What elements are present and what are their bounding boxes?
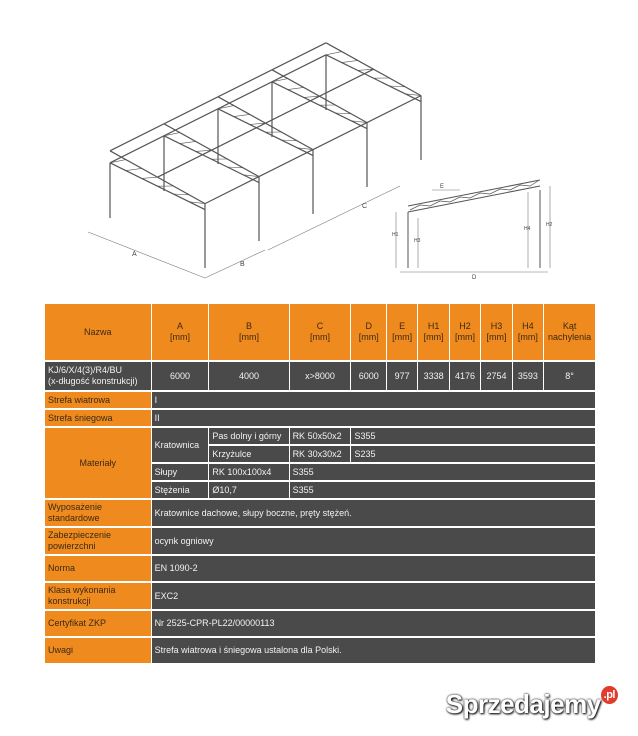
label-norma: Norma: [45, 556, 151, 581]
row-norma: [45, 556, 595, 581]
specification-table: [44, 302, 596, 665]
label-wyposazenie: Wyposażenie standardowe: [45, 500, 151, 526]
value-strefa-sniegowa: II: [152, 410, 595, 426]
model-h4: 3593: [513, 362, 543, 390]
dim-label-H1: H1: [392, 232, 399, 238]
label-pas: Pas dolny i górny: [209, 428, 288, 444]
profile-stezenia: Ø10,7: [209, 482, 288, 498]
header-h1: H1 [mm]: [418, 304, 448, 360]
value-strefa-wiatrowa: I: [152, 392, 595, 408]
model-h2: 4176: [450, 362, 480, 390]
label-materialy: Materiały: [45, 428, 151, 498]
value-uwagi: Strefa wiatrowa i śniegowa ustalona dla Polski.: [152, 638, 595, 663]
row-klasa: [45, 583, 595, 609]
header-h2: H2 [mm]: [450, 304, 480, 360]
value-zabezpieczenie: ocynk ogniowy: [152, 528, 595, 554]
row-zabezpieczenie: [45, 528, 595, 554]
header-h4: H4 [mm]: [513, 304, 543, 360]
profile-krzyzulce: RK 30x30x2: [290, 446, 351, 462]
label-uwagi: Uwagi: [45, 638, 151, 663]
label-krzyzulce: Krzyżulce: [209, 446, 288, 462]
model-h1: 3338: [418, 362, 448, 390]
steel-pas: S355: [351, 428, 595, 444]
label-strefa-sniegowa: Strefa śniegowa: [45, 410, 151, 426]
label-zabezpieczenie: Zabezpieczenie powierzchni: [45, 528, 151, 554]
value-wyposazenie: Kratownice dachowe, słupy boczne, pręty stężeń.: [152, 500, 595, 526]
header-b: B [mm]: [209, 304, 288, 360]
model-a: 6000: [152, 362, 209, 390]
steel-slupy: S355: [290, 464, 595, 480]
model-row: [45, 362, 595, 390]
watermark-text: Sprzedajemy: [445, 689, 601, 719]
header-e: E [mm]: [387, 304, 417, 360]
dim-label-D: D: [472, 275, 477, 281]
header-d: D [mm]: [351, 304, 386, 360]
value-certyfikat: Nr 2525-CPR-PL22/00000113: [152, 611, 595, 636]
header-row: [45, 304, 595, 360]
label-klasa: Klasa wykonania konstrukcji: [45, 583, 151, 609]
dim-label-H4: H4: [524, 226, 531, 232]
header-kat: Kąt nachylenia: [544, 304, 595, 360]
dim-label-B: B: [240, 261, 245, 268]
value-norma: EN 1090-2: [152, 556, 595, 581]
row-materialy-pas: [45, 428, 595, 444]
header-a: A [mm]: [152, 304, 209, 360]
dim-label-C: C: [362, 203, 368, 210]
steel-krzyzulce: S235: [351, 446, 595, 462]
header-nazwa: Nazwa: [45, 304, 151, 360]
row-strefa-wiatrowa: [45, 392, 595, 408]
dim-label-A: A: [132, 251, 137, 258]
dim-label-H2: H2: [546, 222, 553, 228]
label-slupy: Słupy: [152, 464, 209, 480]
profile-slupy: RK 100x100x4: [209, 464, 288, 480]
header-c: C [mm]: [290, 304, 351, 360]
watermark-suffix: .pl: [601, 686, 618, 704]
structure-drawing: [0, 0, 638, 300]
model-e: 977: [387, 362, 417, 390]
label-certyfikat: Certyfikat ZKP: [45, 611, 151, 636]
value-klasa: EXC2: [152, 583, 595, 609]
model-name: KJ/6/X/4(3)/R4/BU (x-długość konstrukcji): [45, 362, 151, 390]
row-wyposazenie: [45, 500, 595, 526]
row-uwagi: [45, 638, 595, 663]
label-stezenia: Stężenia: [152, 482, 209, 498]
row-certyfikat: [45, 611, 595, 636]
model-h3: 2754: [481, 362, 511, 390]
model-c: x>8000: [290, 362, 351, 390]
model-b: 4000: [209, 362, 288, 390]
dim-label-E: E: [440, 184, 445, 190]
row-strefa-sniegowa: [45, 410, 595, 426]
frame-isometric-view: [110, 43, 421, 268]
header-h3: H3 [mm]: [481, 304, 511, 360]
label-kratownica: Kratownica: [152, 428, 209, 462]
model-kat: 8°: [544, 362, 595, 390]
steel-stezenia: S355: [290, 482, 595, 498]
dim-label-H3: H3: [414, 238, 421, 244]
profile-pas: RK 50x50x2: [290, 428, 351, 444]
watermark-logo: [446, 689, 618, 720]
label-strefa-wiatrowa: Strefa wiatrowa: [45, 392, 151, 408]
model-d: 6000: [351, 362, 386, 390]
